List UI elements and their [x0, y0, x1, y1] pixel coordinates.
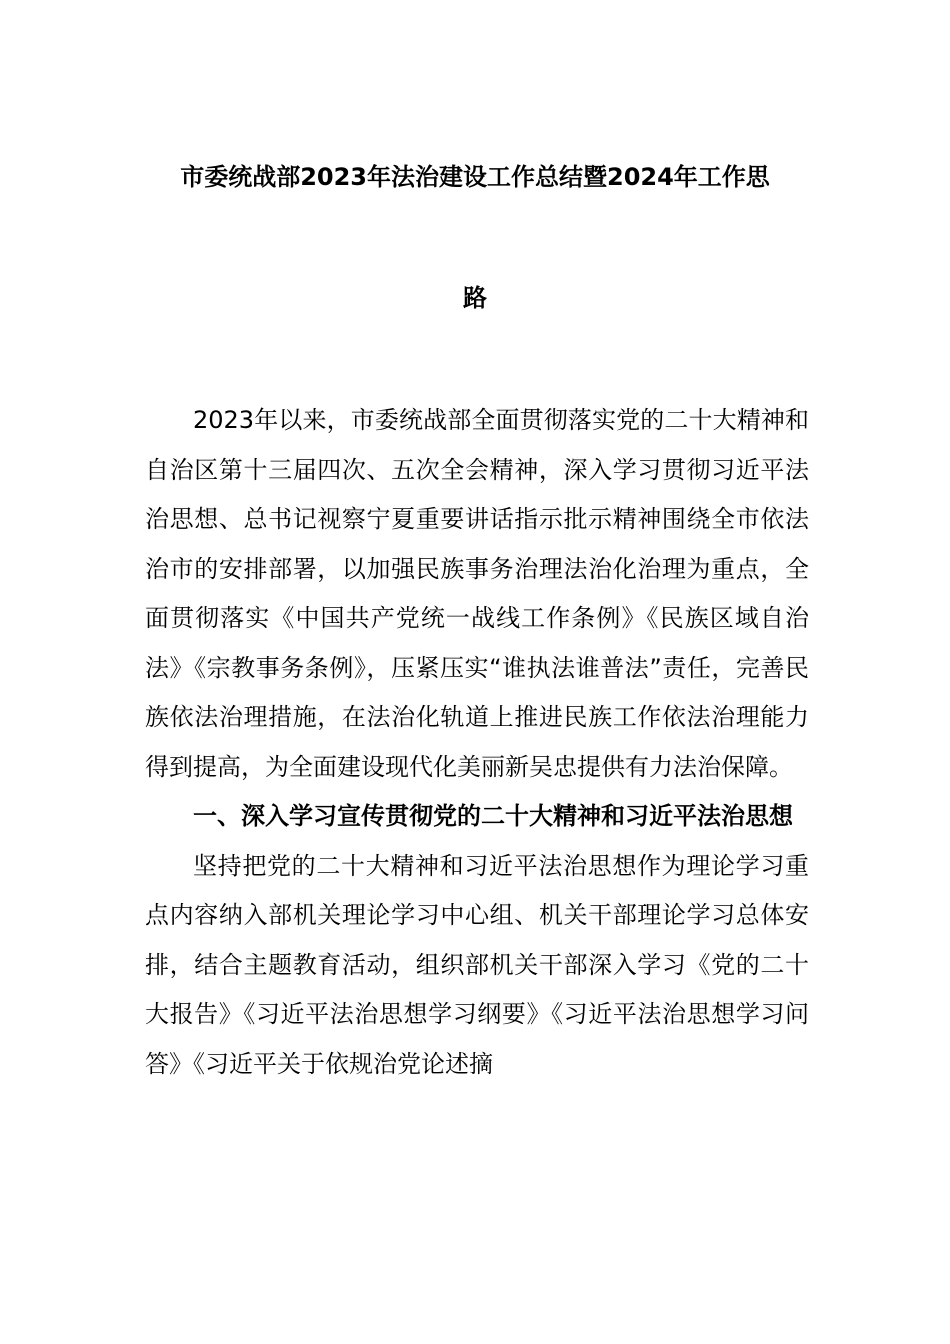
document-title-line-1: 市委统战部2023年法治建设工作总结暨2024年工作思	[180, 163, 770, 191]
section-1-paragraph: 坚持把党的二十大精神和习近平法治思想作为理论学习重点内容纳入部机关理论学习中心组、机关干部理论学习总体安排，结合主题教育活动，组织部机关干部深入学习《党的二十大报告》《习近平法治思想学习纲要》《习近平法治思想学习问答》《习近平关于依规治党论述摘	[145, 851, 809, 1078]
document-title-line-2: 路	[463, 284, 487, 312]
intro-paragraph: 2023年以来，市委统战部全面贯彻落实党的二十大精神和自治区第十三届四次、五次全会精神，深入学习贯彻习近平法治思想、总书记视察宁夏重要讲话指示批示精神围绕全市依法治市的安排部署，以加强民族事务治理法治化治理为重点，全面贯彻落实《中国共产党统一战线工作条例》《民族区域自治法》《宗教事务条例》，压紧压实“谁执法谁普法”责任，完善民族依法治理措施，在法治化轨道上推进民族工作依法治理能力得到提高，为全面建设现代化美丽新吴忠提供有力法治保障。	[145, 406, 809, 781]
section-1-heading: 一、深入学习宣传贯彻党的二十大精神和习近平法治思想	[193, 802, 793, 830]
document-body	[145, 396, 809, 1089]
